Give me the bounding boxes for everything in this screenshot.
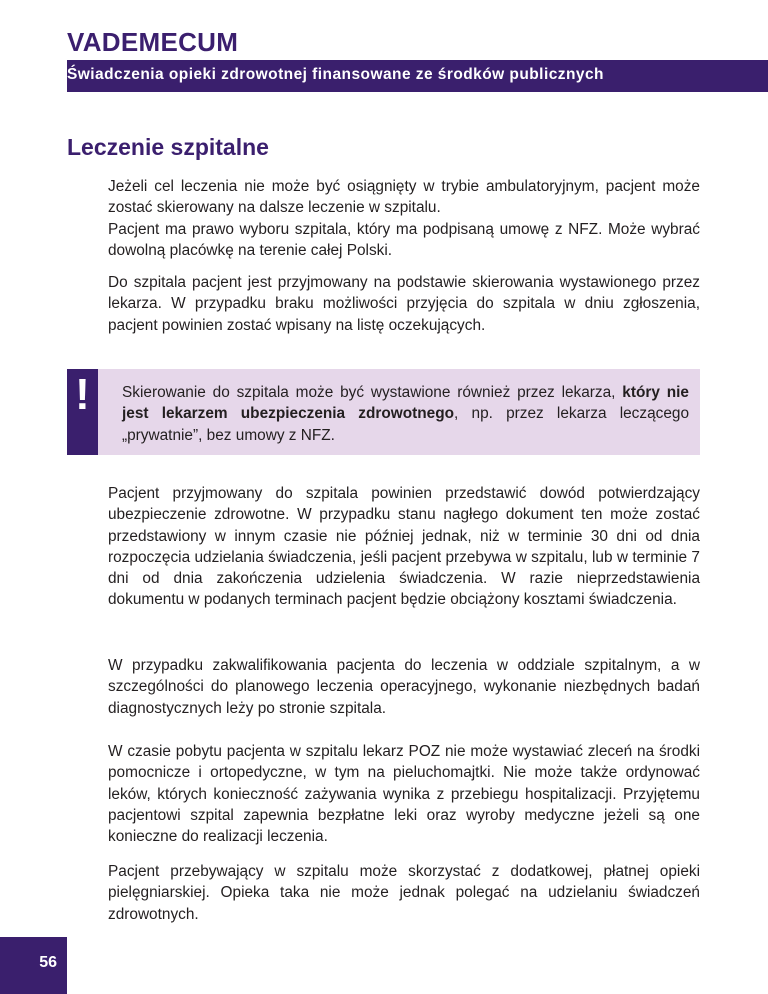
section-heading: Leczenie szpitalne bbox=[67, 134, 269, 160]
paragraph-5: W przypadku zakwalifikowania pacjenta do leczenia w oddziale szpitalnym, a w szczególności do planowego leczenia operacyjnego, wykonanie niezbędnych badań diagnostycznych leży po stronie szpitala. bbox=[108, 657, 700, 717]
exclamation-icon: ! bbox=[75, 370, 90, 419]
paragraph-4: Pacjent przyjmowany do szpitala powinien przedstawić dowód potwierdzający ubezpieczenie zdrowotne. W przypadku stanu nagłego dokument ten może zostać przedstawiony w innym czasie nie później jednak, niż w terminie 30 dni od dnia rozpoczęcia udzielania świadczenia, jeśli pacjent przebywa w szpitalu, lub w terminie 7 dni od dnia zakończenia udzielenia świadczenia. W razie nieprzedstawienia dokumentu w podanych terminach pacjent będzie obciążony kosztami świadczenia. bbox=[108, 485, 700, 609]
paragraph-7: Pacjent przebywający w szpitalu może skorzystać z dodatkowej, płatnej opieki pielęgniarskiej. Opieka taka nie może jednak polegać na udzielaniu świadczeń zdrowotnych. bbox=[108, 863, 700, 923]
note-marker-bar bbox=[67, 369, 98, 455]
document-title: VADEMECUM bbox=[67, 27, 239, 57]
page-number-box bbox=[0, 937, 67, 994]
note-text-before: Skierowanie do szpitala może być wystawione również przez lekarza, bbox=[122, 384, 623, 401]
paragraph-2: Pacjent ma prawo wyboru szpitala, który ma podpisaną umowę z NFZ. Może wybrać dowolną placówkę na terenie całej Polski. bbox=[108, 221, 700, 260]
header-banner bbox=[67, 60, 768, 92]
paragraph-3: Do szpitala pacjent jest przyjmowany na podstawie skierowania wystawionego przez lekarza. W przypadku braku możliwości przyjęcia do szpitala w dniu zgłoszenia, pacjent powinien zostać wpisany na listę oczekujących. bbox=[108, 274, 700, 334]
note-box bbox=[98, 369, 700, 455]
page-number: 56 bbox=[39, 954, 57, 971]
paragraph-1: Jeżeli cel leczenia nie może być osiągnięty w trybie ambulatoryjnym, pacjent może zostać skierowany na dalsze leczenie w szpitalu. bbox=[108, 178, 700, 217]
important-note bbox=[67, 369, 700, 455]
note-text bbox=[122, 382, 689, 446]
note-text-after: , np. przez lekarza leczącego „prywatnie”, bez umowy z NFZ. bbox=[122, 405, 689, 444]
banner-text: Świadczenia opieki zdrowotnej finansowane ze środków publicznych bbox=[67, 66, 604, 83]
note-text-bold: który nie jest lekarzem ubezpieczenia zdrowotnego bbox=[122, 384, 689, 423]
paragraph-6: W czasie pobytu pacjenta w szpitalu lekarz POZ nie może wystawiać zleceń na środki pomocnicze i ortopedyczne, w tym na pieluchomajtki. Nie może także ordynować leków, których konieczność zażywania wynika z przebiegu hospitalizacji. Przyjętemu pacjentowi szpital zapewnia bezpłatne leki oraz wyroby medyczne jeżeli są one konieczne do realizacji leczenia. bbox=[108, 743, 700, 846]
